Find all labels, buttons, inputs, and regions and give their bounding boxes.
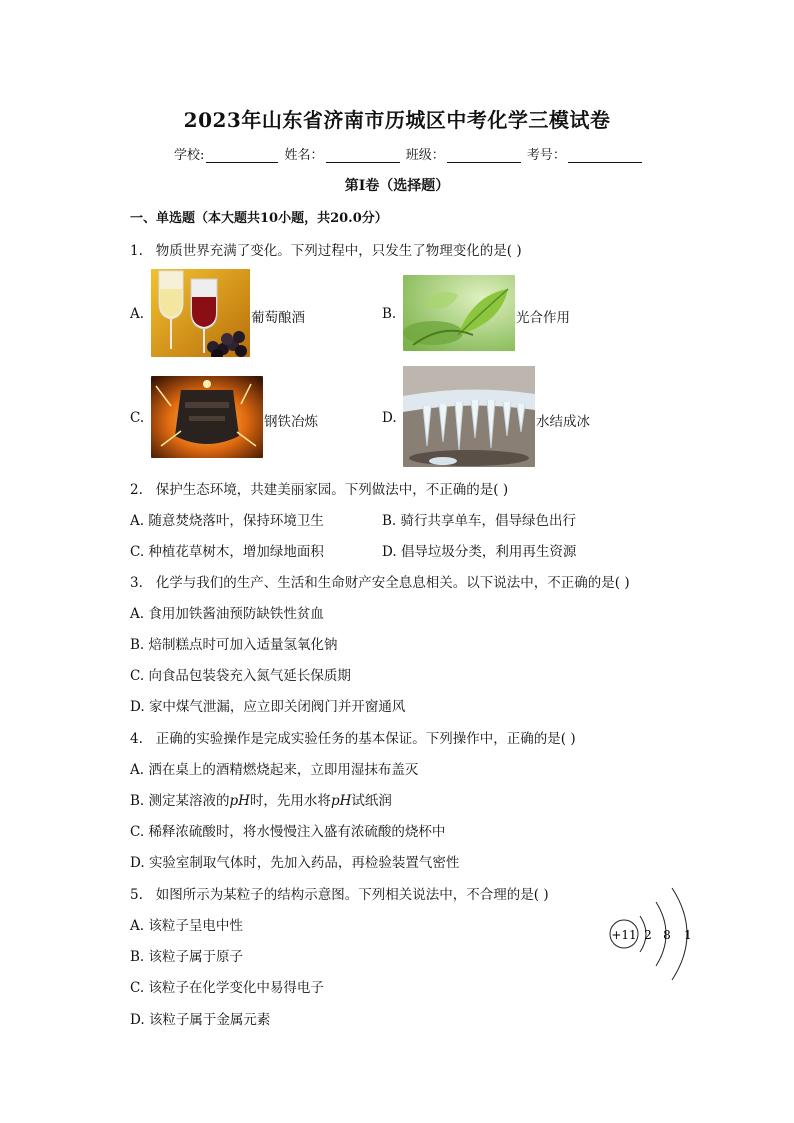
school-blank — [206, 148, 278, 163]
option-letter: A. — [130, 306, 145, 322]
section-title: 一、单选题（本大题共10小题，共20.0分） — [130, 211, 388, 226]
class-label: 班级： — [405, 148, 445, 163]
option-letter: B. — [130, 637, 145, 653]
ph-symbol: pH — [229, 793, 250, 809]
option-a — [130, 914, 243, 934]
option-letter: C. — [130, 824, 145, 840]
option-text: 时，先用水将 — [249, 793, 331, 809]
option-text: 该粒子在化学变化中易得电子 — [148, 980, 324, 996]
question-number: 3. — [130, 575, 143, 591]
option-text: 骑行共享单车，倡导绿色出行 — [400, 513, 577, 529]
option-text: 向食品包装袋充入氮气延长保质期 — [148, 668, 351, 684]
option-letter: D. — [130, 1012, 145, 1028]
ice-image — [403, 366, 535, 467]
class-blank — [447, 148, 521, 163]
nucleus-charge: +11 — [611, 928, 637, 942]
question-5 — [130, 883, 549, 903]
option-a — [130, 509, 324, 529]
student-info-line — [174, 144, 644, 163]
option-text: 测定某溶液的 — [148, 793, 230, 809]
option-letter: B. — [382, 306, 397, 322]
option-text: 光合作用 — [516, 310, 570, 326]
option-text: 随意焚烧落叶，保持环境卫生 — [148, 513, 324, 529]
option-letter: D. — [382, 410, 397, 426]
exam-no-blank — [568, 148, 642, 163]
option-a — [130, 602, 324, 622]
option-d — [130, 695, 405, 715]
option-letter: B. — [382, 513, 397, 529]
question-3 — [130, 571, 630, 591]
option-letter: D. — [130, 855, 145, 871]
shell-3-electrons: 1 — [684, 928, 692, 942]
option-text: 洒在桌上的酒精燃烧起来，立即用湿抹布盖灭 — [148, 762, 419, 778]
option-letter: D. — [382, 544, 397, 560]
option-letter: C. — [130, 668, 145, 684]
option-text: 种植花草树木，增加绿地面积 — [148, 544, 324, 560]
page-title: 2023年山东省济南市历城区中考化学三模试卷 — [183, 108, 611, 132]
question-text: 物质世界充满了变化。下列过程中，只发生了物理变化的是( ) — [155, 243, 522, 259]
question-number: 1. — [130, 243, 143, 259]
volume-title: 第I卷（选择题） — [344, 178, 450, 194]
option-d — [130, 851, 459, 871]
question-text: 保护生态环境，共建美丽家园。下列做法中，不正确的是( ) — [155, 482, 509, 498]
option-text: 食用加铁酱油预防缺铁性贫血 — [148, 606, 324, 622]
option-letter: C. — [130, 410, 145, 426]
option-text: 稀释浓硫酸时，将水慢慢注入盛有浓硫酸的烧杯中 — [148, 824, 446, 840]
option-letter: A. — [130, 513, 145, 529]
question-number: 5. — [130, 887, 143, 903]
option-letter: C. — [130, 980, 145, 996]
option-letter: A. — [130, 762, 145, 778]
option-text: 该粒子属于原子 — [148, 949, 244, 965]
shell-2-electrons: 8 — [663, 928, 671, 942]
question-text: 化学与我们的生产、生活和生命财产安全息息相关。以下说法中，不正确的是( ) — [155, 575, 630, 591]
option-letter: A. — [130, 918, 145, 934]
question-4 — [130, 727, 576, 747]
option-c — [130, 664, 351, 684]
option-letter: C. — [130, 544, 145, 560]
option-text: 该粒子属于金属元素 — [148, 1012, 271, 1028]
name-blank — [326, 148, 400, 163]
option-text: 家中煤气泄漏，应立即关闭阀门并开窗通风 — [148, 699, 406, 715]
option-c — [130, 540, 324, 560]
atom-structure-diagram — [604, 882, 704, 982]
option-text: 钢铁冶炼 — [264, 414, 318, 430]
option-letter: B. — [130, 793, 145, 809]
question-1 — [130, 239, 522, 259]
shell-1-electrons: 2 — [644, 928, 652, 942]
option-letter: A. — [130, 606, 145, 622]
option-d — [130, 1008, 270, 1028]
leaf-image — [403, 275, 515, 351]
wine-image — [151, 269, 250, 357]
steel-image — [151, 376, 263, 458]
option-text: 试纸润 — [351, 793, 392, 809]
option-letter: B. — [130, 949, 145, 965]
option-text: 葡萄酿酒 — [251, 310, 305, 326]
option-b — [382, 509, 576, 529]
option-b — [130, 633, 338, 653]
question-number: 2. — [130, 482, 143, 498]
option-letter: D. — [130, 699, 145, 715]
option-c — [130, 820, 445, 840]
option-c — [130, 976, 324, 996]
question-number: 4. — [130, 731, 143, 747]
question-text: 如图所示为某粒子的结构示意图。下列相关说法中，不合理的是( ) — [155, 887, 549, 903]
name-label: 姓名： — [284, 148, 324, 163]
school-label: 学校: — [174, 148, 205, 163]
question-text: 正确的实验操作是完成实验任务的基本保证。下列操作中，正确的是( ) — [155, 731, 576, 747]
option-b — [130, 945, 243, 965]
option-d — [382, 540, 576, 560]
option-text: 该粒子呈电中性 — [148, 918, 243, 934]
option-b — [130, 789, 392, 809]
question-2 — [130, 478, 508, 498]
option-text: 水结成冰 — [536, 414, 590, 430]
exam-no-label: 考号： — [526, 148, 566, 163]
option-text: 实验室制取气体时，先加入药品，再检验装置气密性 — [148, 855, 460, 871]
option-text: 焙制糕点时可加入适量氢氧化钠 — [148, 637, 338, 653]
option-a — [130, 758, 418, 778]
option-text: 倡导垃圾分类，利用再生资源 — [400, 544, 577, 560]
ph-symbol: pH — [330, 793, 352, 809]
